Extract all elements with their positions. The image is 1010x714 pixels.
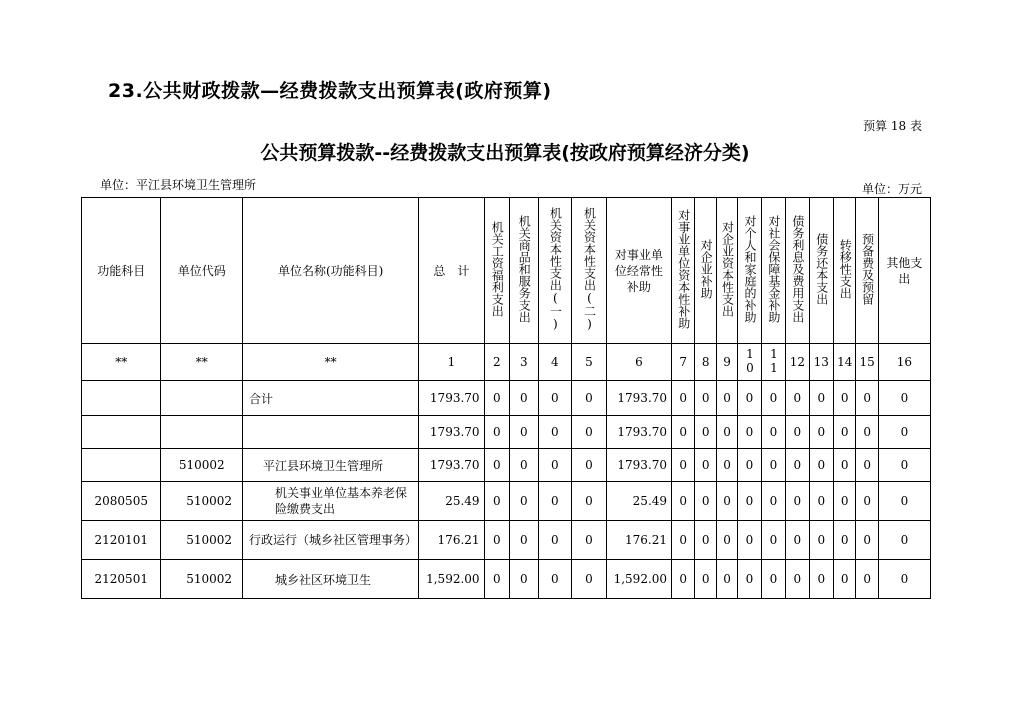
- value-cell: 0: [572, 521, 607, 560]
- code-cell: **: [243, 344, 419, 381]
- header-function-subject: 功能科目: [82, 198, 161, 344]
- code-cell: **: [82, 344, 161, 381]
- value-cell: 0: [878, 482, 930, 521]
- value-cell: 0: [672, 482, 695, 521]
- function-code-cell: 2120501: [82, 560, 161, 599]
- value-cell: 0: [510, 416, 539, 449]
- value-cell: 0: [695, 381, 716, 416]
- value-cell: 0: [695, 560, 716, 599]
- table-row: [82, 521, 931, 560]
- value-cell: 0: [856, 482, 878, 521]
- column-code-row: [82, 344, 931, 381]
- header-goods-services: 机关商品和服务支出: [510, 198, 539, 344]
- code-cell: 1: [419, 344, 484, 381]
- value-cell: 0: [856, 521, 878, 560]
- table-row: [82, 416, 931, 449]
- table-row: [82, 449, 931, 482]
- value-cell: 0: [672, 449, 695, 482]
- header-salary-welfare: 机关工资福利支出: [484, 198, 509, 344]
- value-cell: 0: [878, 381, 930, 416]
- unit-code-cell: 510002: [161, 482, 243, 521]
- value-cell: 176.21: [606, 521, 671, 560]
- value-cell: 0: [738, 416, 761, 449]
- value-cell: 0: [716, 449, 737, 482]
- value-cell: 0: [878, 560, 930, 599]
- value-cell: 0: [738, 521, 761, 560]
- header-reserve: 预备费及预留: [856, 198, 878, 344]
- value-cell: 0: [716, 521, 737, 560]
- value-cell: 0: [672, 521, 695, 560]
- value-cell: 0: [695, 449, 716, 482]
- value-cell: 0: [834, 449, 856, 482]
- unit-name-cell: [243, 416, 419, 449]
- value-cell: 0: [484, 416, 509, 449]
- value-cell: 0: [761, 449, 785, 482]
- value-cell: 0: [834, 381, 856, 416]
- value-cell: 0: [538, 416, 572, 449]
- total-cell: 176.21: [419, 521, 484, 560]
- code-cell: 11: [761, 344, 785, 381]
- value-cell: 0: [786, 381, 809, 416]
- header-row: [82, 198, 931, 344]
- value-cell: 0: [484, 381, 509, 416]
- value-cell: 0: [510, 381, 539, 416]
- value-cell: 0: [738, 381, 761, 416]
- value-cell: 0: [510, 482, 539, 521]
- header-debt-interest: 债务利息及费用支出: [786, 198, 809, 344]
- code-cell: 3: [510, 344, 539, 381]
- document-title: 23.公共财政拨款—经费拨款支出预算表(政府预算): [108, 80, 552, 102]
- value-cell: 0: [538, 381, 572, 416]
- code-cell: 5: [572, 344, 607, 381]
- function-code-cell: [82, 416, 161, 449]
- value-cell: 0: [716, 482, 737, 521]
- value-cell: 0: [786, 416, 809, 449]
- unit-code-cell: 510002: [161, 560, 243, 599]
- table-row-total: [82, 381, 931, 416]
- table-number: 预算 18 表: [863, 119, 922, 133]
- value-cell: 0: [538, 521, 572, 560]
- unit-name-cell: 平江县环境卫生管理所: [243, 449, 419, 482]
- function-code-cell: 2080505: [82, 482, 161, 521]
- value-cell: 0: [809, 482, 833, 521]
- value-cell: 0: [878, 449, 930, 482]
- value-cell: 0: [484, 482, 509, 521]
- header-capital-1: 机关资本性支出(一): [538, 198, 572, 344]
- value-cell: 0: [834, 560, 856, 599]
- function-code-cell: [82, 449, 161, 482]
- total-cell: 25.49: [419, 482, 484, 521]
- code-cell: 10: [738, 344, 761, 381]
- value-cell: 0: [538, 482, 572, 521]
- code-cell: 12: [786, 344, 809, 381]
- header-unit-code: 单位代码: [161, 198, 243, 344]
- total-cell: 1,592.00: [419, 560, 484, 599]
- value-cell: 0: [809, 381, 833, 416]
- unit-name-cell: 城乡社区环境卫生: [243, 560, 419, 599]
- code-cell: 13: [809, 344, 833, 381]
- total-cell: 1793.70: [419, 449, 484, 482]
- value-cell: 1793.70: [606, 449, 671, 482]
- value-cell: 0: [738, 560, 761, 599]
- value-cell: 1,592.00: [606, 560, 671, 599]
- total-cell: 1793.70: [419, 381, 484, 416]
- table-title: 公共预算拨款--经费拨款支出预算表(按政府预算经济分类): [260, 142, 750, 164]
- value-cell: 0: [761, 416, 785, 449]
- code-cell: 4: [538, 344, 572, 381]
- function-code-cell: [82, 381, 161, 416]
- value-cell: 0: [672, 381, 695, 416]
- value-cell: 0: [761, 560, 785, 599]
- value-cell: 0: [809, 521, 833, 560]
- value-cell: 0: [510, 521, 539, 560]
- value-cell: 0: [538, 560, 572, 599]
- value-cell: 0: [484, 521, 509, 560]
- value-cell: 0: [856, 416, 878, 449]
- value-cell: 0: [716, 416, 737, 449]
- expenditure-table: [81, 197, 931, 599]
- value-cell: 0: [834, 482, 856, 521]
- code-cell: 14: [834, 344, 856, 381]
- total-cell: 1793.70: [419, 416, 484, 449]
- value-cell: 0: [761, 521, 785, 560]
- value-cell: 0: [878, 416, 930, 449]
- code-cell: 8: [695, 344, 716, 381]
- table-row: [82, 482, 931, 521]
- table-row: [82, 560, 931, 599]
- header-total: 总 计: [419, 198, 484, 344]
- value-cell: 0: [672, 416, 695, 449]
- value-cell: 0: [856, 560, 878, 599]
- value-cell: 0: [738, 449, 761, 482]
- header-unit-name: 单位名称(功能科目): [243, 198, 419, 344]
- code-cell: 15: [856, 344, 878, 381]
- value-cell: 0: [761, 482, 785, 521]
- value-cell: 0: [672, 560, 695, 599]
- code-cell: **: [161, 344, 243, 381]
- value-cell: 0: [809, 449, 833, 482]
- code-cell: 2: [484, 344, 509, 381]
- value-cell: 0: [834, 521, 856, 560]
- value-cell: 0: [695, 482, 716, 521]
- unit-name-cell: 合计: [243, 381, 419, 416]
- header-capital-2: 机关资本性支出(二): [572, 198, 607, 344]
- value-cell: 0: [878, 521, 930, 560]
- value-cell: 0: [572, 449, 607, 482]
- value-cell: 1793.70: [606, 381, 671, 416]
- value-cell: 0: [809, 560, 833, 599]
- value-cell: 0: [761, 381, 785, 416]
- currency-unit: 单位：万元: [861, 182, 922, 196]
- value-cell: 0: [856, 449, 878, 482]
- code-cell: 6: [606, 344, 671, 381]
- header-transfer: 转移性支出: [834, 198, 856, 344]
- value-cell: 0: [738, 482, 761, 521]
- value-cell: 0: [695, 521, 716, 560]
- header-public-institution-capital: 对事业单位资本性补助: [672, 198, 695, 344]
- value-cell: 0: [572, 416, 607, 449]
- value-cell: 0: [856, 381, 878, 416]
- value-cell: 1793.70: [606, 416, 671, 449]
- code-cell: 16: [878, 344, 930, 381]
- value-cell: 0: [786, 560, 809, 599]
- value-cell: 0: [572, 482, 607, 521]
- value-cell: 0: [809, 416, 833, 449]
- value-cell: 0: [572, 381, 607, 416]
- value-cell: 0: [716, 560, 737, 599]
- value-cell: 0: [716, 381, 737, 416]
- value-cell: 0: [510, 449, 539, 482]
- header-household-subsidy: 对个人和家庭的补助: [738, 198, 761, 344]
- function-code-cell: 2120101: [82, 521, 161, 560]
- unit-code-cell: 510002: [161, 449, 243, 482]
- unit-name-cell: 机关事业单位基本养老保险缴费支出: [243, 482, 419, 521]
- unit-code-cell: [161, 416, 243, 449]
- header-other: 其他支出: [878, 198, 930, 344]
- header-enterprise-capital: 对企业资本性支出: [716, 198, 737, 344]
- value-cell: 0: [510, 560, 539, 599]
- value-cell: 0: [484, 449, 509, 482]
- reporting-unit: 单位：平江县环境卫生管理所: [100, 178, 257, 192]
- code-cell: 9: [716, 344, 737, 381]
- value-cell: 0: [786, 482, 809, 521]
- unit-name-cell: 行政运行（城乡社区管理事务）: [243, 521, 419, 560]
- value-cell: 0: [538, 449, 572, 482]
- unit-code-cell: [161, 381, 243, 416]
- value-cell: 0: [786, 521, 809, 560]
- unit-code-cell: 510002: [161, 521, 243, 560]
- header-public-institution-subsidy: 对事业单位经常性补助: [606, 198, 671, 344]
- header-social-security-fund: 对社会保障基金补助: [761, 198, 785, 344]
- value-cell: 0: [695, 416, 716, 449]
- value-cell: 0: [572, 560, 607, 599]
- header-enterprise-subsidy: 对企业补助: [695, 198, 716, 344]
- value-cell: 0: [834, 416, 856, 449]
- value-cell: 25.49: [606, 482, 671, 521]
- value-cell: 0: [786, 449, 809, 482]
- header-debt-principal: 债务还本支出: [809, 198, 833, 344]
- value-cell: 0: [484, 560, 509, 599]
- code-cell: 7: [672, 344, 695, 381]
